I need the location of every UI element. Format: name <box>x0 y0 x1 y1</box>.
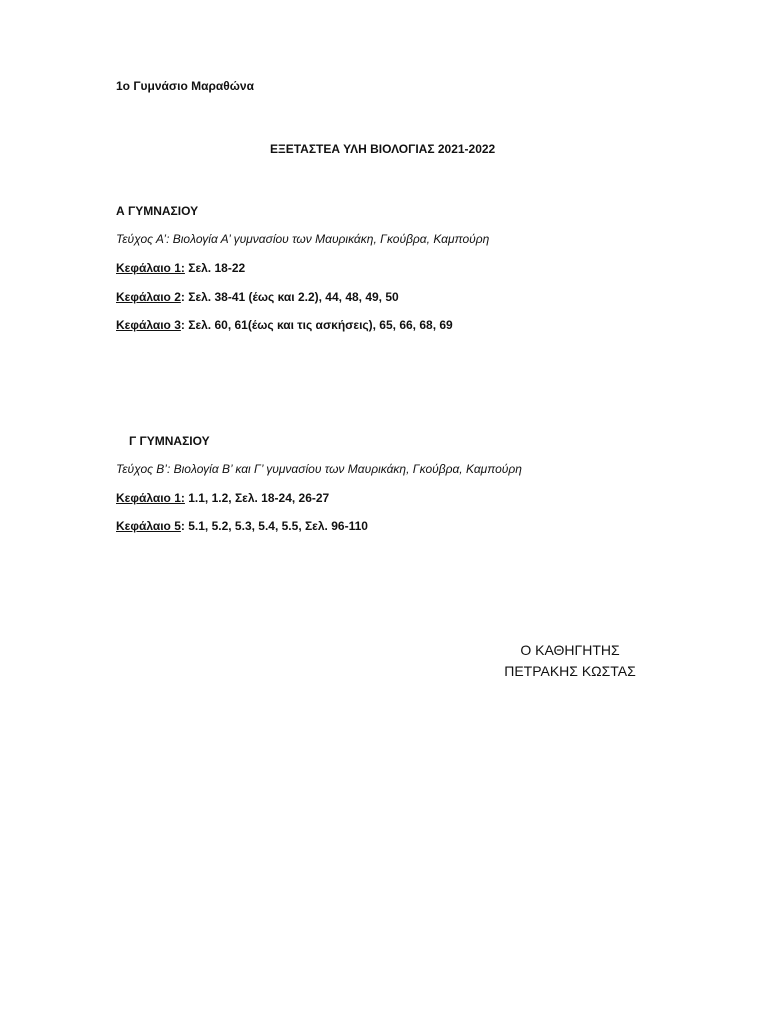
chapter-content: : Σελ. 60, 61(έως και τις ασκήσεις), 65, 66, 68, 69 <box>180 318 453 332</box>
chapter-content: 1.1, 1.2, Σελ. 18-24, 26-27 <box>184 491 330 505</box>
chapter-content: Σελ. 18-22 <box>184 261 246 275</box>
signature-name: ΠΕΤΡΑΚΗΣ ΚΩΣΤΑΣ <box>504 663 636 679</box>
chapter-content: : 5.1, 5.2, 5.3, 5.4, 5.5, Σελ. 96-110 <box>180 519 368 533</box>
section-a-chapter-2 <box>116 289 399 305</box>
school-name: 1ο Γυμνάσιο Μαραθώνα <box>116 79 254 93</box>
chapter-label: Κεφάλαιο 1: <box>116 491 185 505</box>
document-title: ΕΞΕΤΑΣΤΕΑ ΥΛΗ ΒΙΟΛΟΓΙΑΣ 2021-2022 <box>270 142 496 156</box>
section-c-book: Τεύχος Β’: Βιολογία Β’ και Γ’ γυμνασίου των Μαυρικάκη, Γκούβρα, Καμπούρη <box>116 462 522 476</box>
signature-role: Ο ΚΑΘΗΓΗΤΗΣ <box>520 642 620 658</box>
section-c-chapter-1 <box>116 490 329 506</box>
section-a-chapter-3 <box>116 317 453 333</box>
chapter-content: : Σελ. 38-41 (έως και 2.2), 44, 48, 49, 50 <box>180 290 399 304</box>
chapter-label: Κεφάλαιο 1: <box>116 261 185 275</box>
chapter-label: Κεφάλαιο 3 <box>116 318 181 332</box>
section-c-chapter-5 <box>116 518 368 534</box>
chapter-label: Κεφάλαιο 5 <box>116 519 181 533</box>
section-c-heading: Γ ΓΥΜΝΑΣΙΟΥ <box>129 434 210 448</box>
section-a-heading: Α ΓΥΜΝΑΣΙΟΥ <box>116 204 199 218</box>
section-a-chapter-1 <box>116 260 245 276</box>
section-a-book: Τεύχος Α’: Βιολογία Α’ γυμνασίου των Μαυρικάκη, Γκούβρα, Καμπούρη <box>116 232 490 246</box>
chapter-label: Κεφάλαιο 2 <box>116 290 181 304</box>
